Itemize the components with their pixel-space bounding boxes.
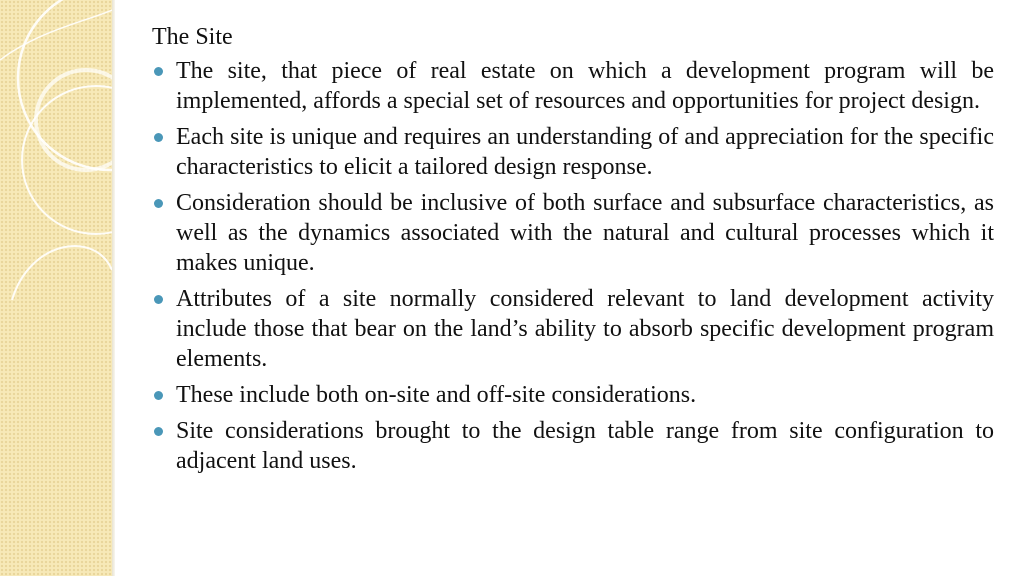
bullet-item [152, 122, 994, 182]
bullet-text: The site, that piece of real estate on which a development program will be implemented, affords a special set of resources and opportunities for project design. [176, 58, 994, 114]
bullet-list [152, 56, 994, 476]
bullet-text: Attributes of a site normally considered relevant to land development activity include those that bear on the land’s ability to absorb specific development program elements. [176, 286, 994, 372]
bullet-item [152, 56, 994, 116]
circle-bullet-icon [154, 391, 163, 400]
swirl-decoration [0, 0, 112, 576]
bullet-text: These include both on-site and off-site considerations. [176, 382, 697, 408]
sidebar-edge [112, 0, 115, 576]
bullet-item [152, 188, 994, 278]
bullet-item [152, 380, 994, 410]
bullet-text: Each site is unique and requires an understanding of and appreciation for the specific characteristics to elicit a tailored design response. [176, 124, 994, 180]
circle-bullet-icon [154, 199, 163, 208]
bullet-item [152, 416, 994, 476]
bullet-text: Site considerations brought to the design table range from site configuration to adjacent land uses. [176, 418, 994, 474]
decorative-sidebar [0, 0, 112, 576]
circle-bullet-icon [154, 427, 163, 436]
circle-bullet-icon [154, 295, 163, 304]
slide-content [152, 22, 994, 482]
slide-title: The Site [152, 24, 233, 50]
bullet-text: Consideration should be inclusive of both surface and subsurface characteristics, as well as the dynamics associated with the natural and cultural processes which it makes unique. [176, 190, 994, 276]
circle-bullet-icon [154, 133, 163, 142]
circle-bullet-icon [154, 67, 163, 76]
bullet-item [152, 284, 994, 374]
